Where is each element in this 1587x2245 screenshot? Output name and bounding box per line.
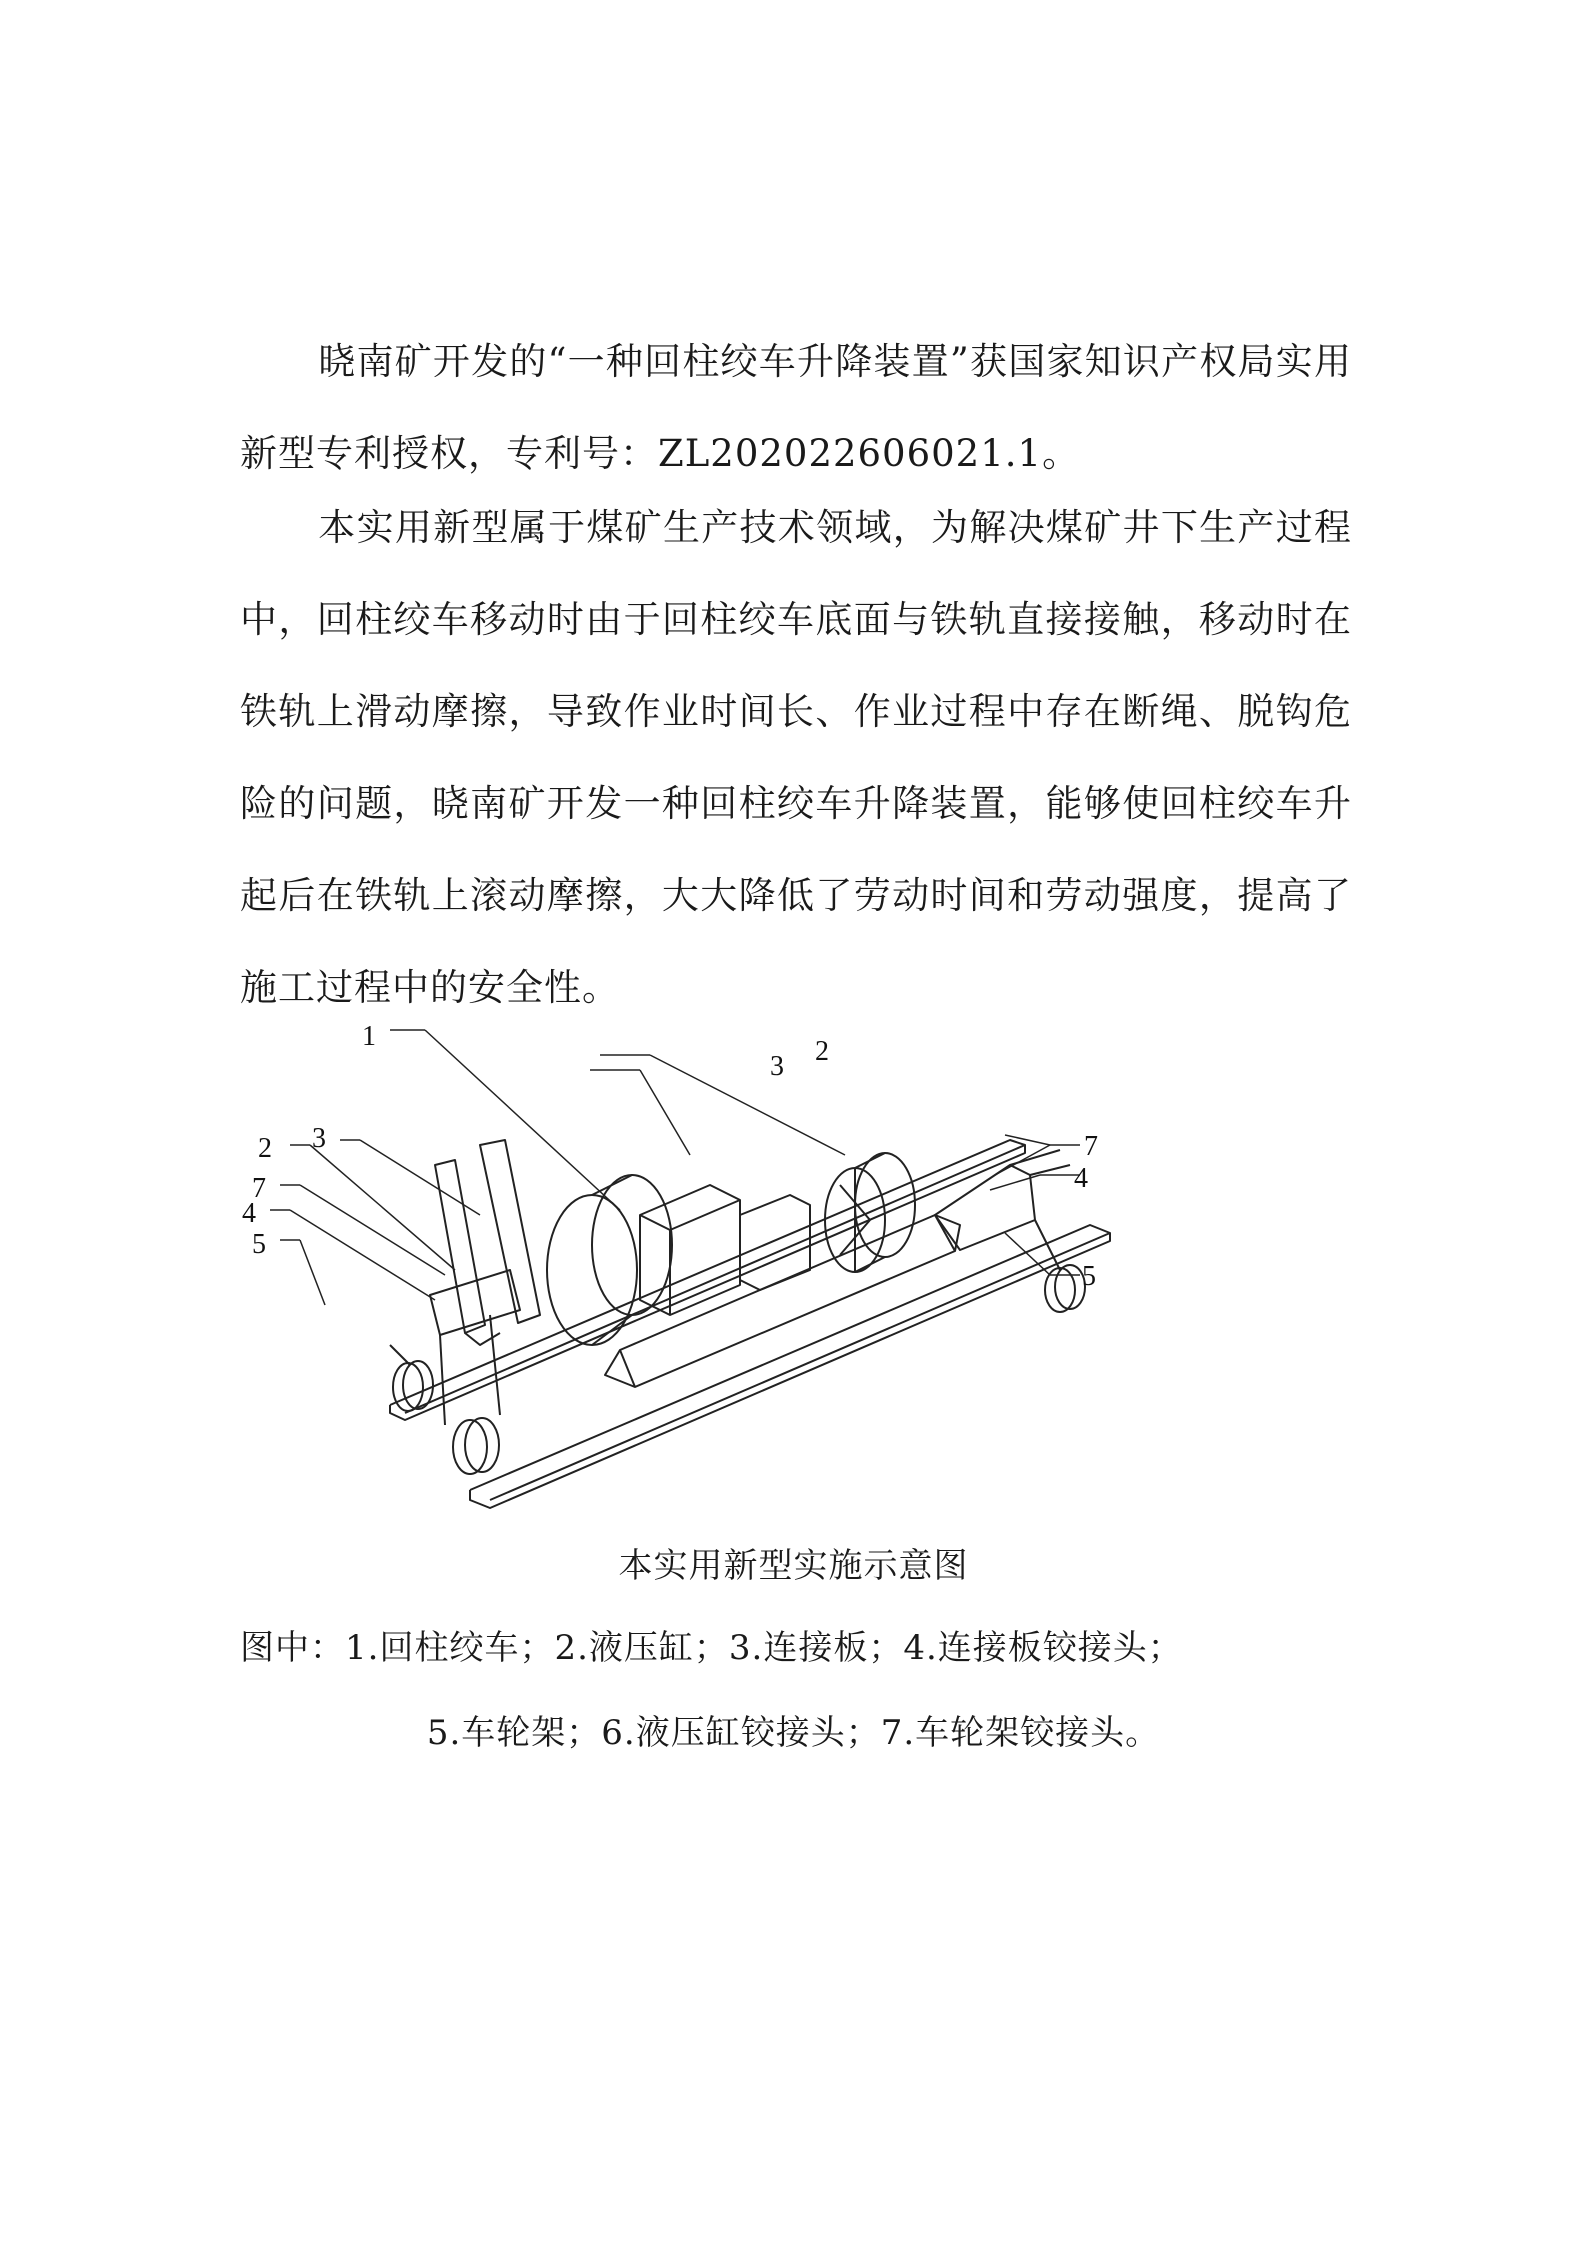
callout-4-left: 4 bbox=[242, 1198, 256, 1229]
paragraph-2-text: 本实用新型属于煤矿生产技术领域，为解决煤矿井下生产过程中，回柱绞车移动时由于回柱绞车底面与铁轨直接接触，移动时在铁轨上滑动摩擦，导致作业时间长、作业过程中存在断绳、脱钩危险的问题，晓南矿开发一种回柱绞车升降装置，能够使回柱绞车升起后在铁轨上滚动摩擦，大大降低了劳动时间和劳动强度，提高了施工过程中的安全性。 bbox=[240, 506, 1352, 1009]
gear-box bbox=[640, 1185, 740, 1315]
wheel-left-back bbox=[393, 1361, 433, 1411]
callout-7-right: 7 bbox=[1084, 1131, 1098, 1162]
leader-lines bbox=[270, 1030, 1080, 1305]
callout-7-left: 7 bbox=[252, 1173, 266, 1204]
figure-legend-line-1: 图中：1.回柱绞车；2.液压缸；3.连接板；4.连接板铰接头； bbox=[240, 1628, 1183, 1668]
callout-2-left: 2 bbox=[258, 1133, 272, 1164]
callout-2-right: 2 bbox=[815, 1036, 829, 1067]
rail-front bbox=[470, 1225, 1110, 1508]
callout-5-left: 5 bbox=[252, 1229, 266, 1260]
hydraulic-cylinder-left bbox=[435, 1140, 540, 1345]
figure-legend-line-2: 5.车轮架；6.液压缸铰接头；7.车轮架铰接头。 bbox=[426, 1713, 1161, 1753]
wheel-left-front bbox=[453, 1418, 499, 1474]
wheel-frame-right bbox=[935, 1150, 1070, 1270]
paragraph-description bbox=[240, 482, 1352, 1034]
paragraph-1-text: 晓南矿开发的“一种回柱绞车升降装置”获国家知识产权局实用新型专利授权，专利号：ZL202022606021.1。 bbox=[240, 340, 1352, 475]
rail-back bbox=[390, 1140, 1025, 1420]
wheel-frame-left bbox=[390, 1270, 520, 1425]
callout-3-left: 3 bbox=[312, 1123, 326, 1154]
paragraph-patent-grant bbox=[240, 316, 1352, 500]
callout-5-right: 5 bbox=[1082, 1261, 1096, 1292]
callout-1: 1 bbox=[362, 1021, 376, 1052]
wheel-right bbox=[1045, 1265, 1085, 1312]
winch-lifting-device-diagram bbox=[242, 1015, 1190, 1515]
motor bbox=[740, 1153, 915, 1290]
callout-3-right: 3 bbox=[770, 1051, 784, 1082]
callout-4-right: 4 bbox=[1074, 1163, 1088, 1194]
figure-caption: 本实用新型实施示意图 bbox=[618, 1546, 969, 1586]
